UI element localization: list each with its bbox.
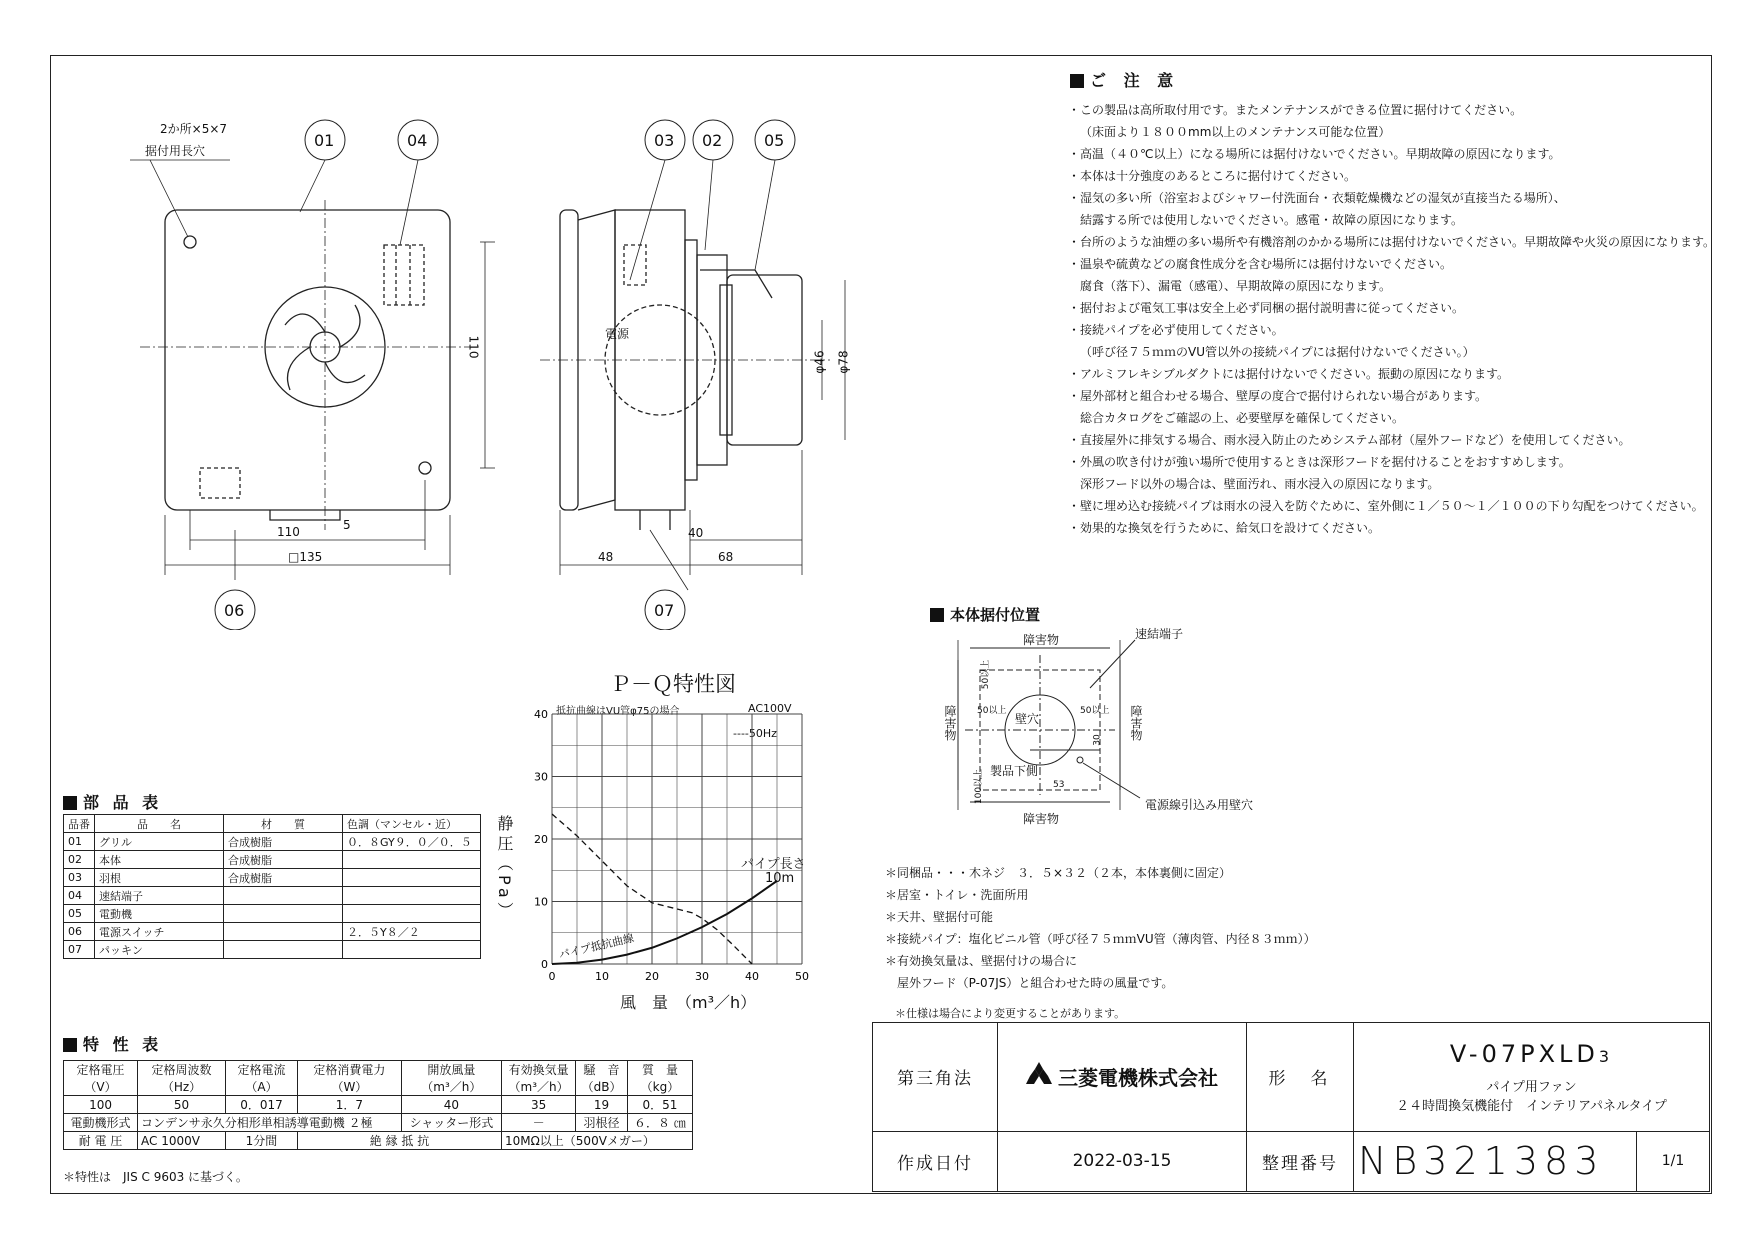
specs-blade-label: 羽根径 bbox=[576, 1114, 628, 1132]
specs-header-unit: （m³／h） bbox=[421, 1080, 482, 1094]
balloon-07-label: 07 bbox=[654, 601, 675, 620]
chart-resistance-label: パイプ抵抗曲線 bbox=[557, 931, 636, 962]
specs-header bbox=[138, 1061, 226, 1096]
table-cell: 05 bbox=[64, 905, 95, 923]
balloon-01-label: 01 bbox=[314, 131, 335, 150]
x-tick-label: 0 bbox=[548, 970, 556, 983]
side-dim-46: φ46 bbox=[812, 350, 827, 374]
tb-doc-no: NB321383 bbox=[1354, 1131, 1637, 1191]
table-cell: 02 bbox=[64, 851, 95, 869]
y-tick-label: 10 bbox=[534, 895, 548, 909]
note-line: （呼び径７５ｍｍのVU管以外の接続パイプには据付けないでください。） bbox=[1080, 345, 1475, 359]
table-cell: 電源スイッチ bbox=[95, 923, 224, 941]
specs-value: 50 bbox=[138, 1096, 226, 1114]
x-tick-label: 20 bbox=[645, 970, 659, 983]
company-logo bbox=[1026, 1062, 1052, 1091]
note-line: ・台所のような油煙の多い場所や有機溶剤のかかる場所には据付けないでください。早期故障や火災の原因になります。 bbox=[1068, 235, 1716, 249]
specs-motor-row bbox=[64, 1114, 693, 1132]
install-dim-100: 100以上 bbox=[974, 768, 985, 805]
balloon-03-label: 03 bbox=[654, 131, 675, 150]
side-label-power: 電源 bbox=[605, 327, 630, 341]
table-header: 品 名 bbox=[95, 815, 224, 833]
note-line: ・湿気の多い所（浴室およびシャワー付洗面台・衣類乾燥機などの湿気が直接当たる場所）、 bbox=[1068, 191, 1566, 205]
table-cell: 合成樹脂 bbox=[224, 869, 343, 887]
install-obstacle-bottom: 障害物 bbox=[1023, 812, 1060, 826]
side-dim-48: 48 bbox=[598, 550, 614, 564]
x-tick-label: 10 bbox=[595, 970, 609, 983]
note-line: 総合カタログをご確認の上、必要壁厚を確保してください。 bbox=[1080, 411, 1405, 425]
table-cell: 03 bbox=[64, 869, 95, 887]
note-line: ・屋外部材と組合わせる場合、壁厚の度合で据付けられない場合があります。 bbox=[1068, 389, 1488, 403]
specs-withstand-value: AC 1000V bbox=[138, 1132, 226, 1150]
specs-header-name: 定格消費電力 bbox=[313, 1063, 386, 1077]
specs-title bbox=[63, 1032, 162, 1055]
specs-footnote: ＊特性は JIS C 9603 に基づく。 bbox=[63, 1170, 248, 1184]
table-cell: 本体 bbox=[95, 851, 224, 869]
table-row bbox=[64, 941, 481, 959]
specs-withstand-row bbox=[64, 1132, 693, 1150]
table-cell: 合成樹脂 bbox=[224, 851, 343, 869]
install-dim-50-left: 50以上 bbox=[977, 706, 1007, 716]
accessory-line: 屋外フード（P-07JS）と組合わせた時の風量です。 bbox=[897, 976, 1174, 990]
table-row bbox=[64, 833, 481, 851]
chart-legend: ----50Hz bbox=[733, 727, 777, 740]
chart-pipe-length-value: 10m bbox=[765, 871, 795, 886]
specs-insulation-value: 10MΩ以上（500Vメガー） bbox=[502, 1132, 693, 1150]
table-cell bbox=[343, 941, 481, 959]
install-title-text: 本体据付位置 bbox=[950, 606, 1041, 624]
table-row bbox=[64, 887, 481, 905]
tb-date: 2022-03-15 bbox=[998, 1131, 1247, 1191]
front-dim-square: □135 bbox=[288, 550, 323, 564]
tb-page: 1/1 bbox=[1637, 1131, 1710, 1191]
specs-header-unit: （W） bbox=[331, 1080, 368, 1094]
table-cell: 06 bbox=[64, 923, 95, 941]
specs-header-unit: （kg） bbox=[640, 1080, 680, 1094]
tb-desc1: パイプ用ファン bbox=[1486, 1079, 1577, 1095]
note-line: ・据付および電気工事は安全上必ず同梱の据付説明書に従ってください。 bbox=[1068, 301, 1465, 315]
side-dim-40: 40 bbox=[688, 526, 704, 540]
table-row bbox=[64, 923, 481, 941]
notes-list bbox=[1068, 99, 1715, 539]
tb-model-cell bbox=[1354, 1023, 1710, 1132]
table-cell: ０．８GY９．０／０．５ bbox=[343, 833, 481, 851]
table-cell: グリル bbox=[95, 833, 224, 851]
section-marker bbox=[930, 608, 944, 622]
balloon-02-label: 02 bbox=[702, 131, 723, 150]
table-cell bbox=[343, 869, 481, 887]
tb-model: V-07PXLD bbox=[1449, 1039, 1599, 1068]
table-cell: 01 bbox=[64, 833, 95, 851]
specs-value: 1．7 bbox=[298, 1096, 402, 1114]
x-tick-label: 40 bbox=[745, 970, 759, 983]
install-cable-hole: 電源線引込み用壁穴 bbox=[1145, 798, 1254, 812]
table-row bbox=[64, 869, 481, 887]
tb-company: 三菱電機株式会社 bbox=[1058, 1066, 1218, 1091]
specs-withstand-label: 耐 電 圧 bbox=[64, 1132, 138, 1150]
table-cell: 羽根 bbox=[95, 869, 224, 887]
accessory-line: ＊同梱品・・・木ネジ ３．５×３２（２本，本体裏側に固定） bbox=[885, 866, 1232, 880]
tb-model-label: 形 名 bbox=[1247, 1023, 1354, 1132]
accessory-line: ＊接続パイプ：塩化ビニル管（呼び径７５ｍｍVU管（薄肉管、内径８３ｍｍ）） bbox=[885, 932, 1316, 946]
table-cell: 04 bbox=[64, 887, 95, 905]
specs-header-row bbox=[64, 1061, 693, 1096]
table-header: 材 質 bbox=[224, 815, 343, 833]
chart-note: 抵抗曲線はVU管φ75の場合 bbox=[556, 706, 680, 717]
accessories-list bbox=[885, 862, 1316, 994]
specs-header-name: 騒 音 bbox=[583, 1063, 620, 1077]
front-dim-height: 110 bbox=[466, 335, 481, 359]
title-block-row bbox=[873, 1023, 1710, 1132]
specs-header bbox=[225, 1061, 297, 1096]
specs-header-unit: （A） bbox=[245, 1080, 278, 1094]
table-row bbox=[64, 851, 481, 869]
table-cell bbox=[224, 887, 343, 905]
table-cell: 合成樹脂 bbox=[224, 833, 343, 851]
specs-value: 0．017 bbox=[225, 1096, 297, 1114]
specs-title-text: 特 性 表 bbox=[83, 1035, 163, 1054]
y-tick-label: 0 bbox=[541, 958, 548, 971]
hole-note-1: 2か所×5×7 bbox=[160, 122, 228, 136]
specs-header-name: 定格電圧 bbox=[76, 1063, 125, 1077]
parts-title bbox=[63, 790, 162, 813]
specs-motor-value: コンデンサ永久分相形単相誘導電動機 ２極 bbox=[138, 1114, 402, 1132]
table-cell: 07 bbox=[64, 941, 95, 959]
install-connector: 速結端子 bbox=[1135, 627, 1184, 641]
tb-model-suffix: 3 bbox=[1598, 1046, 1614, 1066]
y-tick-label: 20 bbox=[534, 833, 548, 846]
chart-title: Ｐ－Ｑ特性図 bbox=[610, 672, 736, 696]
parts-title-text: 部 品 表 bbox=[83, 793, 163, 812]
specs-insulation-label: 絶 縁 抵 抗 bbox=[298, 1132, 502, 1150]
chart-xlabel: 風 量 （m³／h） bbox=[620, 993, 757, 1012]
chart-voltage: AC100V bbox=[748, 702, 792, 715]
install-dim-30: 30 bbox=[1092, 734, 1103, 746]
tb-projection: 第三角法 bbox=[873, 1023, 998, 1132]
install-obstacle-right: 障害物 bbox=[1129, 705, 1143, 741]
pq-chart bbox=[530, 700, 820, 985]
specs-header bbox=[298, 1061, 402, 1096]
y-tick-label: 30 bbox=[534, 770, 548, 784]
specs-header bbox=[64, 1061, 138, 1096]
specs-header bbox=[502, 1061, 576, 1096]
specs-value: 100 bbox=[64, 1096, 138, 1114]
title-block-row bbox=[873, 1131, 1710, 1191]
specs-header-name: 開放風量 bbox=[427, 1063, 476, 1077]
specs-header-name: 定格電流 bbox=[237, 1063, 286, 1077]
table-cell: 速結端子 bbox=[95, 887, 224, 905]
note-line: ・高温（４０℃以上）になる場所には据付けないでください。早期故障の原因になります。 bbox=[1068, 147, 1561, 161]
mitsubishi-logo-icon bbox=[1026, 1062, 1052, 1086]
accessory-line: ＊天井、壁据付可能 bbox=[885, 910, 994, 924]
note-line: ・接続パイプを必ず使用してください。 bbox=[1068, 323, 1284, 337]
front-dim-width: 110 bbox=[277, 525, 300, 539]
specs-table bbox=[63, 1060, 693, 1150]
chart-pipe-length-label: パイプ長さ bbox=[741, 857, 806, 872]
specs-value: 0．51 bbox=[627, 1096, 692, 1114]
front-panel-outline bbox=[165, 210, 450, 510]
install-dim-50-top: 50以上 bbox=[981, 659, 992, 690]
notes-title bbox=[1070, 68, 1179, 91]
pipe-resistance-curve bbox=[552, 881, 777, 964]
note-line: ・温泉や硫黄などの腐食性成分を含む場所には据付けないでください。 bbox=[1068, 257, 1453, 271]
chart-ylabel: 静圧（Pa） bbox=[495, 815, 514, 922]
specs-header-name: 質 量 bbox=[641, 1063, 678, 1077]
note-line: ・直接屋外に排気する場合、雨水浸入防止のためシステム部材（屋外フードなど）を使用してください。 bbox=[1068, 433, 1631, 447]
note-line: ・アルミフレキシブルダクトには据付けないでください。振動の原因になります。 bbox=[1068, 367, 1510, 381]
note-line: 深形フード以外の場合は、壁面汚れ、雨水浸入の原因になります。 bbox=[1080, 477, 1440, 491]
x-tick-label: 50 bbox=[795, 970, 809, 983]
table-cell bbox=[224, 941, 343, 959]
specs-header-unit: （dB） bbox=[581, 1080, 622, 1094]
install-wall-hole: 壁穴 bbox=[1015, 712, 1040, 726]
specs-header-name: 有効換気量 bbox=[508, 1063, 569, 1077]
specs-header-unit: （Hz） bbox=[161, 1080, 202, 1094]
install-dim-50-right: 50以上 bbox=[1080, 706, 1110, 716]
section-marker bbox=[63, 1038, 77, 1052]
table-cell bbox=[343, 905, 481, 923]
tb-date-label: 作成日付 bbox=[873, 1131, 998, 1191]
install-dim-53: 53 bbox=[1053, 780, 1065, 790]
table-cell: ２．５Y８／２ bbox=[343, 923, 481, 941]
specs-value: 35 bbox=[502, 1096, 576, 1114]
specs-header-name: 定格周波数 bbox=[151, 1063, 212, 1077]
install-product-bottom: 製品下側 bbox=[990, 764, 1039, 778]
specs-blade-value: ６．８ ㎝ bbox=[627, 1114, 692, 1132]
note-line: ・この製品は高所取付用です。またメンテナンスができる位置に据付けてください。 bbox=[1068, 103, 1523, 117]
spec-change-note: ＊仕様は場合により変更することがあります。 bbox=[895, 1007, 1126, 1020]
title-block bbox=[872, 1022, 1710, 1192]
side-dim-78: φ78 bbox=[836, 350, 851, 374]
notes-title-text: ご 注 意 bbox=[1090, 71, 1180, 90]
note-line: （床面より１８００mm以上のメンテナンス可能な位置） bbox=[1080, 125, 1391, 139]
table-row bbox=[64, 905, 481, 923]
section-marker bbox=[1070, 74, 1084, 88]
tb-desc2: ２４時間換気機能付 インテリアパネルタイプ bbox=[1396, 1098, 1667, 1114]
specs-header bbox=[627, 1061, 692, 1096]
table-header: 品番 bbox=[64, 815, 95, 833]
parts-table bbox=[63, 814, 481, 959]
accessory-line: ＊有効換気量は、壁据付けの場合に bbox=[885, 954, 1078, 968]
balloon-06-label: 06 bbox=[224, 601, 245, 620]
note-line: ・効果的な換気を行うために、給気口を設けてください。 bbox=[1068, 521, 1381, 535]
front-dim-offset: 5 bbox=[343, 518, 351, 532]
table-cell bbox=[343, 887, 481, 905]
specs-header bbox=[576, 1061, 628, 1096]
specs-header-unit: （m³／h） bbox=[508, 1080, 569, 1094]
note-line: ・本体は十分強度のあるところに据付けてください。 bbox=[1068, 169, 1357, 183]
table-header-row bbox=[64, 815, 481, 833]
balloon-05-label: 05 bbox=[764, 131, 785, 150]
accessory-line: ＊居室・トイレ・洗面所用 bbox=[885, 888, 1029, 902]
specs-header bbox=[401, 1061, 501, 1096]
note-line: ・壁に埋め込む接続パイプは雨水の浸入を防ぐために、室外側に１／５０～１／１００の下り勾配をつけてください。 bbox=[1068, 499, 1704, 513]
side-dim-68: 68 bbox=[718, 550, 734, 564]
specs-header-unit: （V） bbox=[84, 1080, 117, 1094]
specs-value: 40 bbox=[401, 1096, 501, 1114]
table-cell bbox=[224, 905, 343, 923]
balloon-04-label: 04 bbox=[407, 131, 428, 150]
install-obstacle-left: 障害物 bbox=[943, 705, 957, 741]
specs-shutter-value: － bbox=[502, 1114, 576, 1132]
table-header: 色調（マンセル・近） bbox=[343, 815, 481, 833]
x-tick-label: 30 bbox=[695, 970, 709, 983]
specs-withstand-time: 1分間 bbox=[225, 1132, 297, 1150]
table-cell bbox=[343, 851, 481, 869]
specs-shutter-label: シャッター形式 bbox=[401, 1114, 501, 1132]
specs-values-row bbox=[64, 1096, 693, 1114]
table-cell: パッキン bbox=[95, 941, 224, 959]
install-title bbox=[930, 604, 1040, 625]
section-marker bbox=[63, 796, 77, 810]
install-obstacle-top: 障害物 bbox=[1023, 633, 1060, 647]
y-tick-label: 40 bbox=[534, 708, 548, 721]
note-line: 結露する所では使用しないでください。感電・故障の原因になります。 bbox=[1080, 213, 1464, 227]
note-line: ・外風の吹き付けが強い場所で使用するときは深形フードを据付けることをおすすめします。 bbox=[1068, 455, 1571, 469]
table-cell: 電動機 bbox=[95, 905, 224, 923]
table-cell bbox=[224, 923, 343, 941]
tb-company-cell bbox=[998, 1023, 1247, 1132]
note-line: 腐食（落下）、漏電（感電）、早期故障の原因になります。 bbox=[1080, 279, 1392, 293]
specs-motor-label: 電動機形式 bbox=[64, 1114, 138, 1132]
hole-note-2: 据付用長穴 bbox=[145, 144, 206, 158]
specs-value: 19 bbox=[576, 1096, 628, 1114]
tb-doc-label: 整理番号 bbox=[1247, 1131, 1354, 1191]
